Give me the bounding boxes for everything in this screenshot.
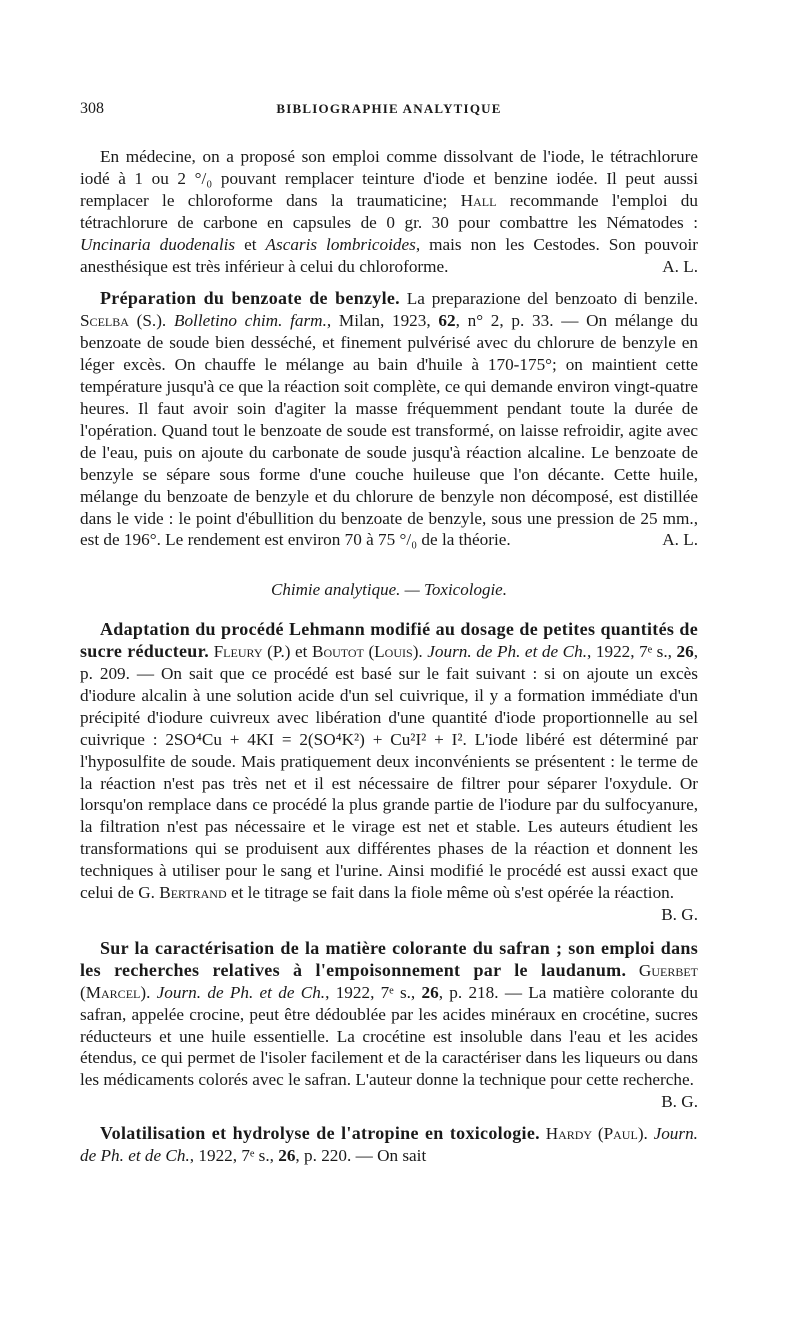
author-first-name: Louis <box>374 642 413 662</box>
author-name: Fleury <box>213 642 263 662</box>
signature: A. L. <box>662 256 698 276</box>
volume-number: 26 <box>676 642 694 662</box>
author-first-name: Marcel <box>85 982 141 1002</box>
page-number: 308 <box>80 100 104 117</box>
intro-paragraph: En médecine, on a proposé son emploi comme dissolvant de l'iode, le tétrachlorure iodé à 1 ou 2 °/₀ pouvant remplacer teinture d'iode et benzine iodée. Il peut aussi remplacer le chloroforme dans la traumaticine; Hall recommande l'emploi du tétrachlorure de carbone en capsules de 0 gr. 30 pour combattre les Nématodes : Uncinaria duodenalis et Ascaris lombricoides, mais non les Cestodes. Son pouvoir anesthésique est très inférieur à celui du chloroforme. A. L. <box>80 147 698 276</box>
article-lehmann: Adaptation du procédé Lehmann modifié au dosage de petites quantités de sucre réducteur. Fleury (P.) et Boutot (Louis). Journ. de Ph. et de Ch., 1922, 7ᵉ s., 26, p. 209. — On sait que ce procédé est basé sur le fait suivant : si on ajoute un excès d'iodure alcalin à une solution acide d'un sel cuivrique, il y a formation immédiate d'un précipité d'iodure cuivreux avec libération d'une quantité d'iode proportionnelle au sel cuivrique : 2SO⁴Cu + 4KI = 2(SO⁴K²) + Cu²I² + I². L'iode libéré est déterminé par l'hyposulfite de soude. Mais pratiquement deux inconvénients se présentent : le terme de la réaction n'est pas très net et il est nécessaire de filtrer pour séparer l'oxydule. Or lorsqu'on remplace dans ce procédé la plus grande partie de l'iodure par du sulfocyanure, la filtration n'est pas nécessaire et le virage est net et stable. Les auteurs étudient les transformations qui se produisent aux différentes phases de la réaction et donnent les techniques à utiliser pour le sang et l'urine. Ainsi modifié le procédé est aussi exact que celui de G. Bertrand et le titrage se fait dans la fiole même où s'est opérée la réaction. B. G. <box>80 619 698 924</box>
article-benzoate: Préparation du benzoate de benzyle. La preparazione del benzoato di benzile. Scelba (S.). Bolletino chim. farm., Milan, 1923, 62, n° 2, p. 33. — On mélange du benzoate de soude bien desséché, et finement pulvérisé avec du chlorure de benzyle en léger excès. On chauffe le mélange au bain d'huile à 170-175°; on maintient cette température jusqu'à ce que la réaction soit complète, ce qui demande environ vingt-quatre heures. Il faut avoir soin d'agiter la masse fréquemment pendant toute la durée de l'opération. Quand tout le benzoate de soude est transformé, on laisse refroidir, agite avec de l'eau, puis on ajoute du carbonate de soude jusqu'à réaction alcaline. Le benzoate de benzyle se sépare sous forme d'une couche huileuse que l'on décante. Cette huile, mélange du benzoate de benzyle et du chlorure de benzyle non décomposé, est distillée dans le vide : le point d'ébullition du benzoate de benzyle, sous une pression de 25 mm., est de 196°. Le rendement est environ 70 à 75 °/₀ de la théorie. A. L. <box>80 288 698 550</box>
author-first-name: Paul <box>603 1124 638 1144</box>
journal-name: Journ. de Ph. et de Ch. <box>80 1124 698 1166</box>
volume-number: 26 <box>278 1146 296 1166</box>
journal-name: Bolletino chim. farm. <box>173 311 327 331</box>
volume-number: 26 <box>421 982 439 1002</box>
running-title: BIBLIOGRAPHIE ANALYTIQUE <box>276 101 502 116</box>
journal-name: Journ. de Ph. et de Ch. <box>427 642 588 662</box>
section-heading: Chimie analytique. — Toxicologie. <box>271 580 507 600</box>
article-atropine: Volatilisation et hydrolyse de l'atropine en toxicologie. Hardy (Paul). Journ. de Ph. et de Ch., 1922, 7ᵉ s., 26, p. 220. — On sait <box>80 1123 698 1166</box>
page-body <box>80 146 698 1167</box>
article-title: Volatilisation et hydrolyse de l'atropine en toxicologie. <box>100 1123 540 1144</box>
running-head <box>80 96 698 120</box>
article-safran: Sur la caractérisation de la matière colorante du safran ; son emploi dans les recherches relatives à l'empoisonnement par le laudanum. Guerbet (Marcel). Journ. de Ph. et de Ch., 1922, 7ᵉ s., 26, p. 218. — La matière colorante du safran, appelée crocine, peut être dédoublée par les acides minéraux en crocétine, sucres réducteurs et une huile essentielle. La crocétine est insoluble dans l'eau et les acides étendus, ce qui permet de l'isoler facilement et de la caractériser dans les liqueurs ou dans les médicaments colorés avec le safran. L'auteur donne la technique pour cette recherche. B. G. <box>80 937 698 1112</box>
author-name: Guerbet <box>638 960 698 980</box>
signature: B. G. <box>661 1092 698 1112</box>
journal-name: Journ. de Ph. et de Ch. <box>156 982 326 1002</box>
author-name: Boutot <box>311 642 364 662</box>
species-name: Uncinaria duodenalis <box>80 234 236 254</box>
article-title: Préparation du benzoate de benzyle. <box>100 288 400 309</box>
author-name: Hall <box>460 190 497 210</box>
signature: B. G. <box>661 905 698 924</box>
author-name: Bertrand <box>159 883 227 903</box>
article-title: Adaptation du procédé Lehmann modifié au dosage de petites quantités de sucre réducteur. <box>80 619 698 662</box>
author-name: Scelba <box>80 311 129 331</box>
volume-number: 62 <box>438 311 456 331</box>
article-title: Sur la caractérisation de la matière colorante du safran ; son emploi dans les recherches relatives à l'empoisonnement par le laudanum. <box>80 937 698 980</box>
species-name: Ascaris lombricoides <box>265 234 416 254</box>
author-name: Hardy <box>545 1124 593 1144</box>
signature: A. L. <box>662 530 698 550</box>
